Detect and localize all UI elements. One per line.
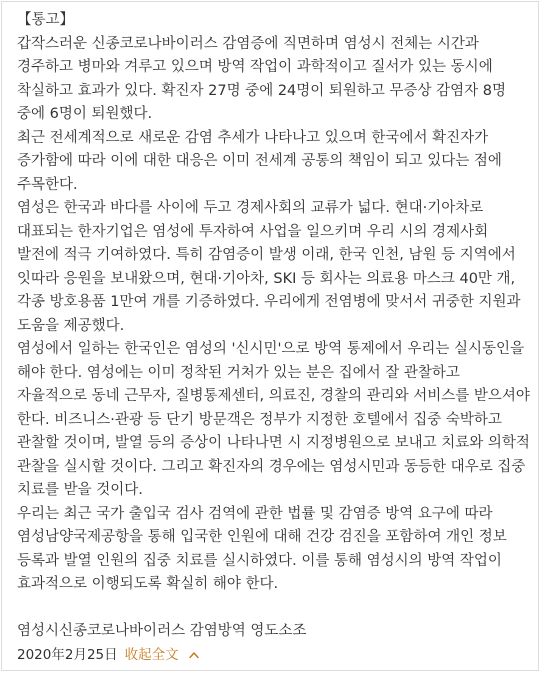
paragraph-korean-residents: 염성에서 일하는 한국인은 염성의 '신시민'으로 방역 통제에서 우리는 실시동인을 해야 한다. 염성에는 이미 정착된 거처가 있는 분은 집에서 잘 관찰하고 자율적으로 동네 근무자, 질병통제센터, 의료진, 경찰의 관리와 서비스를 받으셔야 한다. 비즈니스·관광 등 단기 방문객은 정부가 지정한 호텔에서 집중 숙박하고 관찰할 것이며, 발열 등의 증상이 나타나면 시 지정병원으로 보내고 치료와 의학적 관찰을 실시할 것이다. 그리고 확진자의 경우에는 염성시민과 동등한 대우로 집중 치료를 받을 것이다. bbox=[17, 341, 530, 498]
notice-footer bbox=[17, 644, 530, 668]
blank-line bbox=[17, 597, 530, 621]
notice-body bbox=[17, 9, 530, 667]
publish-date: 2020年2月25日 bbox=[17, 646, 118, 663]
paragraph-situation: 갑작스러운 신종코로나바이러스 감염증에 직면하며 염성시 전체는 시간과 경주하고 병마와 겨루고 있으며 방역 작업이 과학적이고 질서가 있는 동시에 착실하고 효과가 있다. 확진자 27명 중에 24명이 퇴원하고 무증상 감염자 8명 중에 6명이 퇴원했다. bbox=[17, 35, 507, 122]
chevron-up-icon[interactable] bbox=[189, 651, 199, 659]
notice-title: 【통고】 bbox=[17, 12, 75, 28]
paragraph-global-trend: 최근 전세계적으로 새로운 감염 추세가 나타나고 있으며 한국에서 확진자가 증가함에 따라 이에 대한 대응은 이미 전세계 공통의 책임이 되고 있다는 점에 주목한다. bbox=[17, 129, 502, 193]
paragraph-korea-relations: 염성은 한국과 바다를 사이에 두고 경제사회의 교류가 넓다. 현대·기아차로 대표되는 한자기업은 염성에 투자하여 사업을 일으키며 우리 시의 경제사회 발전에 적극 기여하였다. 특히 감염증이 발생 이래, 한국 인천, 남원 등 지역에서 잇따라 응원을 보내왔으며, 현대·기아차, SKI 등 회사는 의료용 마스크 40만 개, 각종 방호용품 1만여 개를 기증하였다. 우리에게 전염병에 맞서서 귀중한 지원과 도움을 제공했다. bbox=[17, 200, 521, 334]
paragraph-airport-measures: 우리는 최근 국가 출입국 검사 검역에 관한 법률 및 감염증 방역 요구에 따라 염성남양국제공항을 통해 입국한 인원에 대해 건강 검진을 포함하여 개인 정보 등록과 발열 인원의 집중 치료를 실시하였다. 이를 통해 염성시의 방역 작업이 효과적으로 이행되도록 확실히 해야 한다. bbox=[17, 505, 507, 592]
collapse-full-text-link[interactable]: 收起全文 bbox=[124, 646, 179, 663]
signature: 염성시신종코로나바이러스 감염방역 영도소조 bbox=[17, 623, 307, 639]
notice-card bbox=[1, 1, 539, 671]
